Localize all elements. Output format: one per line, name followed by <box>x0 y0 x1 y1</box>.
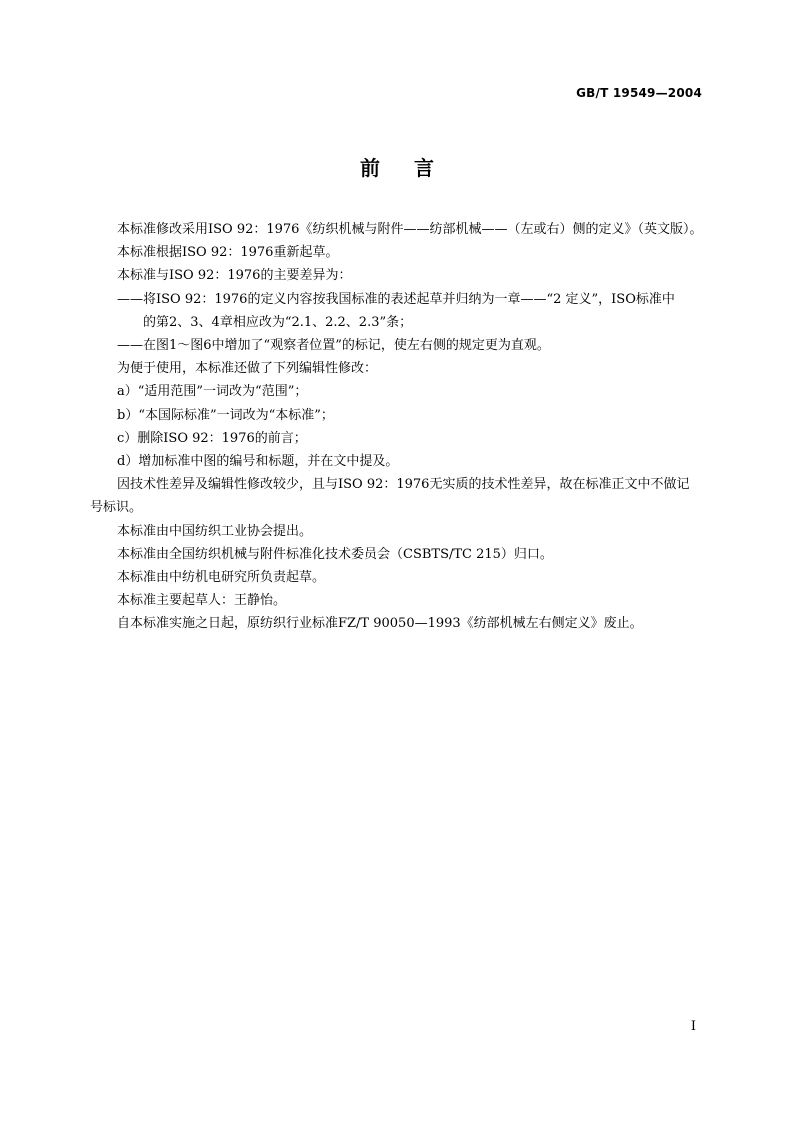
paragraph-editorial-intro: 为便于使用，本标准还做了下列编辑性修改： <box>117 361 378 377</box>
editorial-item-b: b）“本国际标准”一词改为“本标准”； <box>117 407 334 423</box>
standard-code: GB/T 19549—2004 <box>576 86 702 100</box>
paragraph-drafting-basis: 本标准根据ISO 92：1976重新起草。 <box>117 245 339 261</box>
editorial-item-c: c）删除ISO 92：1976的前言； <box>117 430 307 446</box>
paragraph-no-marking-continued: 号标识。 <box>90 500 143 516</box>
paragraph-proposer: 本标准由中国纺织工业协会提出。 <box>117 523 313 539</box>
paragraph-adoption: 本标准修改采用ISO 92：1976《纺织机械与附件——纺部机械——（左或右）侧的定义》（英文版）。 <box>117 222 703 237</box>
paragraph-technical-committee: 本标准由全国纺织机械与附件标准化技术委员会（CSBTS/TC 215）归口。 <box>117 546 553 562</box>
difference-item-2: ——在图1～图6中增加了“观察者位置”的标记，使左右侧的规定更为直观。 <box>117 338 550 354</box>
editorial-item-a: a）“适用范围”一词改为“范围”； <box>117 384 308 400</box>
page-title: 前言 <box>360 156 468 180</box>
editorial-item-d: d）增加标准中图的编号和标题，并在文中提及。 <box>117 454 399 470</box>
paragraph-differences-intro: 本标准与ISO 92：1976的主要差异为： <box>117 268 352 284</box>
document-body <box>90 218 704 636</box>
difference-item-1-continued: 的第2、3、4章相应改为“2.1、2.2、2.3”条； <box>143 314 413 330</box>
paragraph-abolishment: 自本标准实施之日起，原纺织行业标准FZ/T 90050—1993《纺部机械左右侧定义》废止。 <box>117 616 643 632</box>
paragraph-drafter: 本标准主要起草人：王静怡。 <box>117 593 287 609</box>
page-number: I <box>690 1019 696 1034</box>
paragraph-no-marking: 因技术性差异及编辑性修改较少，且与ISO 92：1976无实质的技术性差异，故在标准正文中不做记 <box>117 477 690 493</box>
difference-item-1: ——将ISO 92：1976的定义内容按我国标准的表述起草并归纳为一章——“2 定义”，ISO标准中 <box>117 291 675 307</box>
paragraph-drafting-unit: 本标准由中纺机电研究所负责起草。 <box>117 570 326 586</box>
